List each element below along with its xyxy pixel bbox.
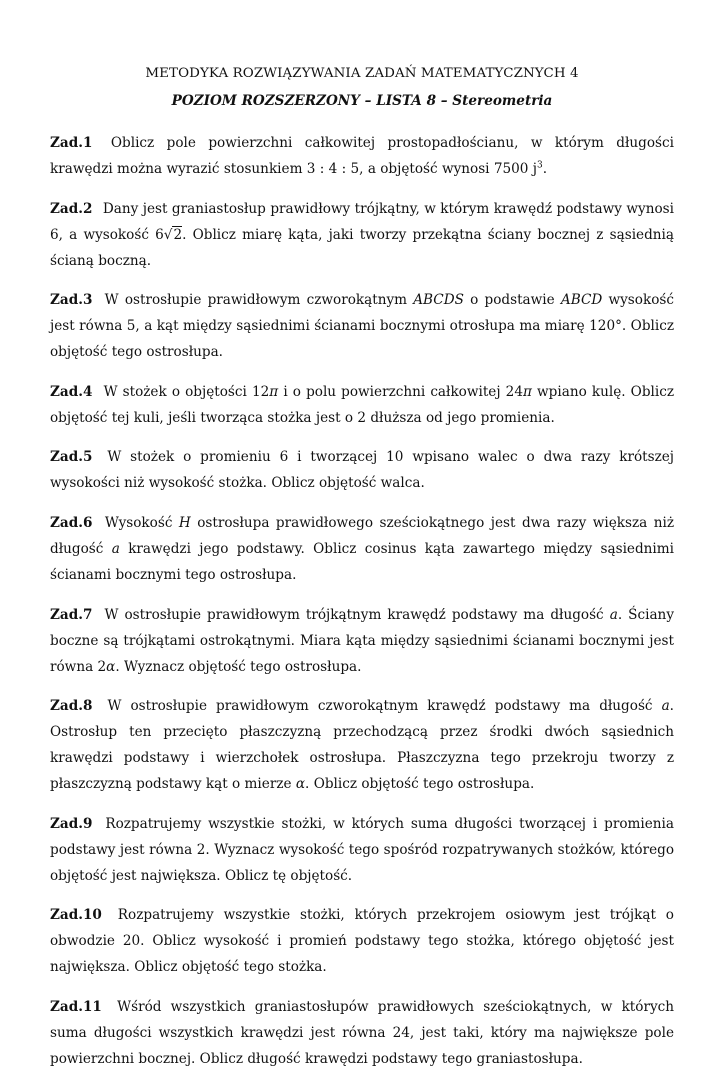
math-symbol: a xyxy=(609,606,618,623)
math-symbol: π xyxy=(269,383,279,400)
task-text: . Ostrosłup ten przecięto płaszczyzną przechodzącą przez środki dwóch sąsiednich krawędzi podstawy i wierzchołek ostrosłupa. Płaszczyzna tego przekroju tworzy z płaszczyzną podstawy kąt o mierze xyxy=(50,698,674,793)
task-text: o podstawie xyxy=(463,292,561,309)
task-text: wysokość jest równa 5, a kąt między sąsiednimi ścianami bocznymi otrosłupa ma miarę 120°. Oblicz objętość tego ostrosłupa. xyxy=(50,292,674,361)
task-text: . Oblicz miarę kąta, jaki tworzy przekątna ściany bocznej z sąsiednią ścianą boczną. xyxy=(50,226,674,269)
task-text: Wysokość xyxy=(104,514,179,531)
math-symbol: a xyxy=(111,540,120,557)
task-text: Wśród wszystkich graniastosłupów prawidłowych sześciokątnych, w których suma długości wszystkich krawędzi jest równa 24, jest taki, który ma największe pole powierzchni bocznej. Oblicz długość krawędzi podstawy tego graniastosłupa. xyxy=(50,998,674,1067)
task-text: Rozpatrujemy wszystkie stożki, których przekrojem osiowym jest trójkąt o obwodzie 20. Oblicz wysokość i promień podstawy tego stożka, którego objętość jest największa. Oblicz objętość tego stożka. xyxy=(50,907,674,976)
task-7 xyxy=(50,602,674,680)
task-label: Zad.3 xyxy=(50,292,93,309)
task-text: . Oblicz objętość tego ostrosłupa. xyxy=(305,776,535,793)
task-text: wpiano kulę. Oblicz objętość tej kuli, jeśli tworząca stożka jest o 2 dłuższa od jego promienia. xyxy=(50,383,675,426)
sqrt-radicand: 2 xyxy=(173,226,183,243)
math-symbol: α xyxy=(106,658,116,675)
document-subtitle: POZIOM ROZSZERZONY – LISTA 8 – Stereometria xyxy=(171,93,553,109)
task-text: W ostrosłupie prawidłowym trójkątnym krawędź podstawy ma długość xyxy=(104,606,610,623)
task-text: W ostrosłupie prawidłowym czworokątnym xyxy=(104,292,414,309)
math-symbol: H xyxy=(178,514,191,531)
task-text: Oblicz pole powierzchni całkowitej prostopadłościanu, w którym długości krawędzi można wyrazić stosunkiem 3 : 4 : 5, a objętość wynosi 7500 j xyxy=(50,135,674,177)
document-title: METODYKA ROZWIĄZYWANIA ZADAŃ MATEMATYCZNYCH 4 xyxy=(145,66,579,81)
task-label: Zad.2 xyxy=(50,200,93,217)
task-label: Zad.10 xyxy=(50,907,102,924)
task-label: Zad.4 xyxy=(50,383,93,400)
task-10 xyxy=(50,902,674,980)
task-text: . Wyznacz objętość tego ostrosłupa. xyxy=(115,658,362,675)
task-text: krawędzi jego podstawy. Oblicz cosinus kąta zawartego między sąsiednimi ścianami bocznymi tego ostrosłupa. xyxy=(50,540,674,583)
task-5 xyxy=(50,444,674,496)
task-label: Zad.7 xyxy=(50,606,93,623)
task-3 xyxy=(50,287,674,365)
task-label: Zad.5 xyxy=(50,449,93,466)
math-symbol: α xyxy=(295,776,306,793)
task-label: Zad.9 xyxy=(50,815,93,832)
task-text: W stożek o objętości 12 xyxy=(103,383,270,400)
task-11 xyxy=(50,994,674,1072)
math-symbol: ABCDS xyxy=(413,292,464,309)
task-text: i o polu powierzchni całkowitej 24 xyxy=(278,383,523,400)
task-text: Dany jest graniastosłup prawidłowy trójkątny, w którym krawędź podstawy wynosi 6, a wysokość 6√ xyxy=(50,200,674,243)
task-2 xyxy=(50,196,674,274)
task-text: . xyxy=(542,161,548,177)
task-text: W stożek o promieniu 6 i tworzącej 10 wpisano walec o dwa razy krótszej wysokości niż wysokość stożka. Oblicz objętość walca. xyxy=(50,449,675,492)
task-text: Rozpatrujemy wszystkie stożki, w których suma długości tworzącej i promienia podstawy jest równa 2. Wyznacz wysokość tego spośród rozpatrywanych stożków, którego objętość jest największa. Oblicz tę objętość. xyxy=(50,815,675,884)
task-superscript: 3 xyxy=(536,160,543,171)
task-label: Zad.11 xyxy=(50,998,102,1015)
task-label: Zad.8 xyxy=(50,698,93,715)
task-label: Zad.6 xyxy=(50,514,93,531)
task-text: W ostrosłupie prawidłowym czworokątnym krawędź podstawy ma długość xyxy=(107,698,662,715)
math-symbol: π xyxy=(522,383,532,400)
task-label: Zad.1 xyxy=(50,135,93,151)
math-symbol: ABCD xyxy=(560,292,603,309)
task-6 xyxy=(50,510,674,588)
task-8 xyxy=(50,693,674,797)
task-1 xyxy=(50,130,674,182)
task-list xyxy=(50,130,674,1082)
task-text: . Ściany boczne są trójkątami ostrokątnymi. Miara kąta między sąsiednimi ścianami bocznymi jest równa 2 xyxy=(50,606,674,675)
task-9 xyxy=(50,811,674,889)
task-4 xyxy=(50,379,674,431)
math-symbol: a xyxy=(661,698,670,715)
task-text: ostrosłupa prawidłowego sześciokątnego jest dwa razy większa niż długość xyxy=(50,514,674,557)
